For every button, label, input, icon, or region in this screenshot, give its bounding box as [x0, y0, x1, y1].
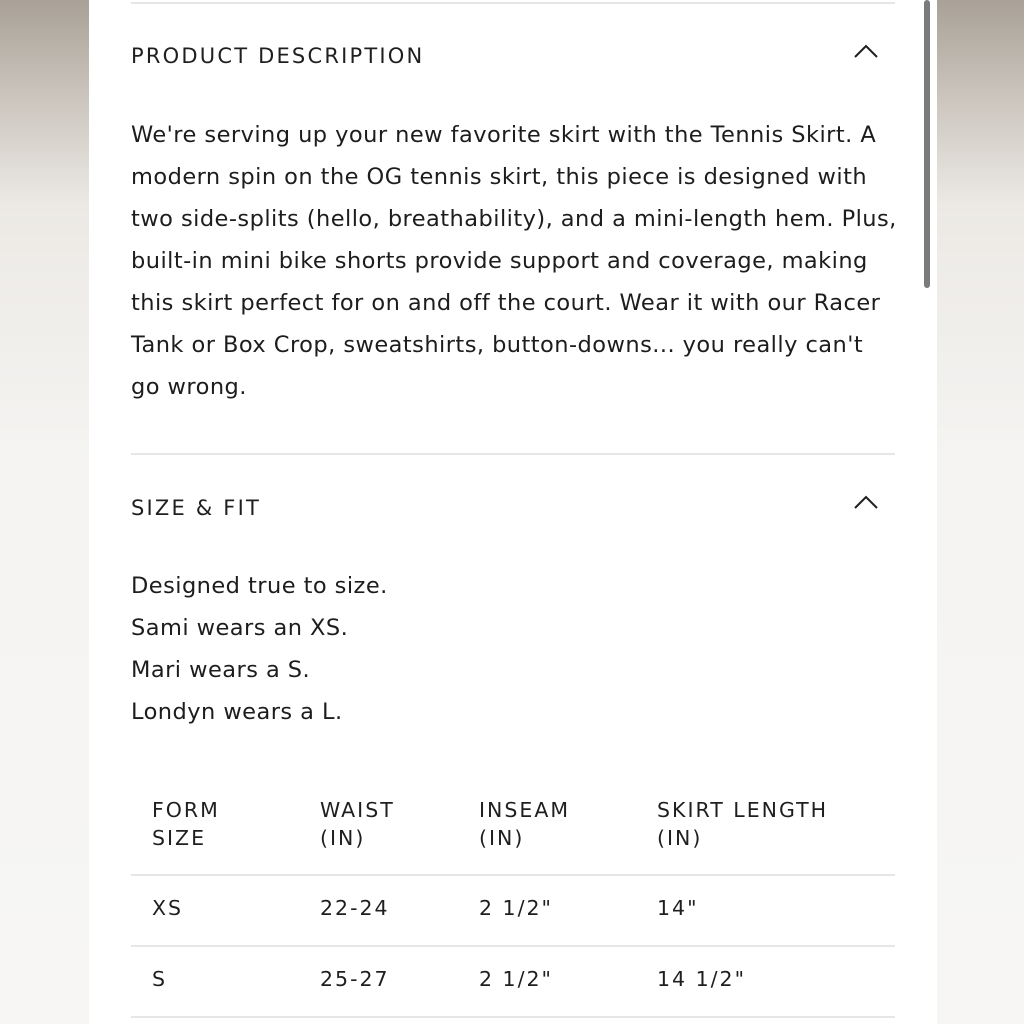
product-description-text: We're serving up your new favorite skirt with the Tennis Skirt. A modern spin on the OG tennis skirt, this piece is designed with two side-splits (hello, breathability), and a mini-length hem. Plus, built-in mini bike shorts provide support and coverage, making this skirt perfect for on and off the court. Wear it with our Racer Tank or Box Crop, sweatshirts, button-downs... you really can't go wrong. — [131, 122, 897, 400]
table-header-waist: WAIST (IN) — [320, 798, 395, 850]
table-cell-size: S — [152, 967, 168, 991]
table-cell-waist: 25-27 — [320, 967, 390, 991]
table-cell-inseam: 2 1/2" — [479, 896, 553, 920]
fit-notes — [131, 565, 388, 733]
table-divider — [131, 874, 895, 876]
size-fit-header[interactable] — [131, 496, 261, 520]
chevron-up-icon[interactable] — [853, 43, 879, 59]
section-divider — [131, 453, 895, 455]
table-cell-skirt-length: 14 1/2" — [657, 967, 747, 991]
fit-note: Mari wears a S. — [131, 657, 311, 683]
scrollbar-thumb[interactable] — [924, 0, 930, 288]
table-cell-inseam: 2 1/2" — [479, 967, 553, 991]
product-description-header[interactable] — [131, 44, 424, 68]
chevron-up-icon[interactable] — [853, 494, 879, 510]
table-cell-waist: 22-24 — [320, 896, 390, 920]
fit-note: Sami wears an XS. — [131, 615, 349, 641]
table-header-skirt-length: SKIRT LENGTH (IN) — [657, 798, 829, 850]
table-divider — [131, 945, 895, 947]
table-cell-skirt-length: 14" — [657, 896, 699, 920]
product-details-panel — [89, 0, 937, 1024]
table-header-form-size: FORM SIZE — [152, 798, 220, 850]
product-description-title: PRODUCT DESCRIPTION — [131, 44, 425, 68]
size-fit-title: SIZE & FIT — [131, 496, 262, 520]
table-cell-size: XS — [152, 896, 184, 920]
table-divider — [131, 1016, 895, 1018]
section-divider — [131, 2, 895, 4]
fit-note: Londyn wears a L. — [131, 699, 343, 725]
table-header-inseam: INSEAM (IN) — [479, 798, 571, 850]
fit-note: Designed true to size. — [131, 573, 388, 599]
